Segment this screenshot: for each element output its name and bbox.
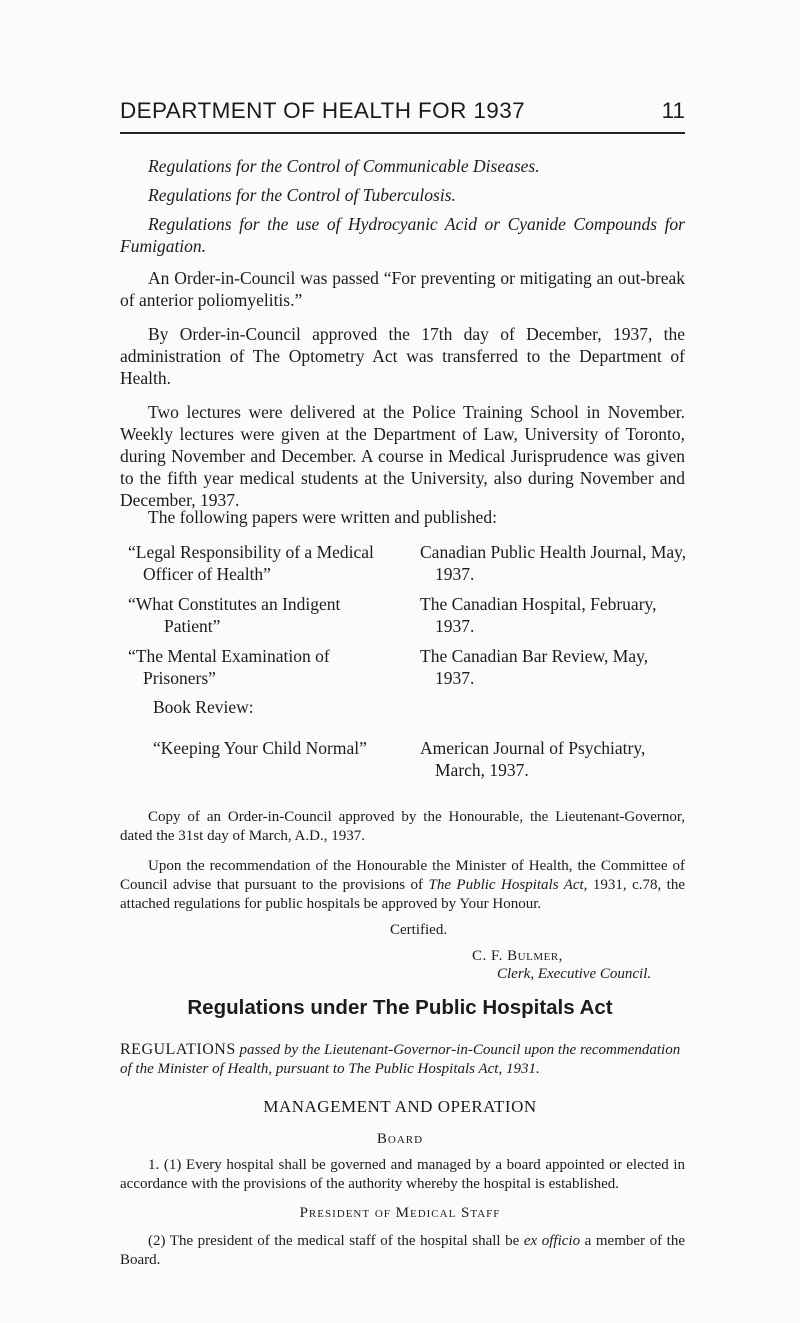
page-header xyxy=(120,98,685,134)
regulation-item: Regulations for the Control of Communicable Diseases. xyxy=(148,156,540,176)
book-review-publication-line: American Journal of Psychiatry, xyxy=(420,738,646,758)
regulation-item: Regulations for the Control of Tuberculosis. xyxy=(148,185,456,205)
paper-publication-line: The Canadian Bar Review, May, xyxy=(420,646,649,666)
paper-title-line: Officer of Health” xyxy=(143,564,271,584)
regulation-paragraph-1: 1. (1) Every hospital shall be governed and managed by a board appointed or elected in accordance with the provisions of the authority whereby the hospital is established. xyxy=(120,1157,685,1192)
book-review-title xyxy=(153,737,418,759)
signer-name: C. F. Bulmer, xyxy=(472,948,563,964)
president-heading: President of Medical Staff xyxy=(299,1205,501,1221)
paper-publication-line: 1937. xyxy=(435,668,475,688)
board-heading: Board xyxy=(376,1131,424,1147)
book-review-publication xyxy=(420,737,710,781)
paper-publication-line: Canadian Public Health Journal, May, xyxy=(420,542,687,562)
paper-publication xyxy=(420,541,710,585)
latin-term: ex officio xyxy=(523,1233,581,1249)
regulation-paragraph-2 xyxy=(120,1232,685,1270)
paper-publication-line: 1937. xyxy=(435,616,475,636)
order-recommendation-text: Upon the recommendation of the Honourable the Minister of Health, the Committee of Council advise that pursuant to the provisions of xyxy=(120,858,685,893)
paper-title-line: Patient” xyxy=(164,616,221,636)
signer-title: Clerk, Executive Council. xyxy=(497,966,652,982)
paragraph-lectures: Two lectures were delivered at the Police Training School in November. Weekly lectures were given at the Department of Law, University of Toronto, during November and December. A course in Medical Jurisprudence was given to the fifth year medical students at the University, also during November and December, 1937. xyxy=(120,402,685,510)
paper-title-line: “What Constitutes an Indigent xyxy=(128,594,341,614)
regulation-paragraph-2-text: a member of the Board. xyxy=(120,1233,685,1268)
page-number: 11 xyxy=(661,98,685,123)
book-review-publication-line: March, 1937. xyxy=(435,760,529,780)
order-copy-statement: Copy of an Order-in-Council approved by the Honourable, the Lieutenant-Governor, dated the 31st day of March, A.D., 1937. xyxy=(120,809,685,844)
paragraph-optometry-act: By Order-in-Council approved the 17th day of December, 1937, the administration of The Optometry Act was transferred to the Department of Health. xyxy=(120,324,685,388)
paper-title xyxy=(128,541,418,585)
regulations-intro-text: passed by the Lieutenant-Governor-in-Council upon the recommendation of the Minister of Health, pursuant to The Public Hospitals Act, 1931. xyxy=(120,1042,681,1077)
order-recommendation-text: 1931, c.78, the attached regulations for public hospitals be approved by Your Honour. xyxy=(120,877,685,912)
book-review-label: Book Review: xyxy=(153,697,254,717)
regulation-item: Regulations for the use of Hydrocyanic Acid or Cyanide Compounds for Fumigation. xyxy=(120,214,685,256)
header-title: DEPARTMENT OF HEALTH FOR 1937 xyxy=(120,98,526,123)
regulations-intro xyxy=(120,1040,685,1079)
regulations-title: Regulations under The Public Hospitals Act xyxy=(187,996,613,1019)
certified-label: Certified. xyxy=(390,922,448,938)
section-heading: MANAGEMENT AND OPERATION xyxy=(263,1097,537,1116)
paper-publication-line: The Canadian Hospital, February, xyxy=(420,594,657,614)
paper-title-line: Prisoners” xyxy=(143,668,216,688)
paper-publication xyxy=(420,645,710,689)
act-name: The Public Hospitals Act, xyxy=(428,877,588,893)
paragraph-poliomyelitis: An Order-in-Council was passed “For preventing or mitigating an out-break of anterior poliomyelitis.” xyxy=(120,268,685,310)
paper-title xyxy=(128,645,418,689)
book-review-title-line: “Keeping Your Child Normal” xyxy=(153,738,367,758)
regulation-paragraph-2-text: (2) The president of the medical staff of the hospital shall be xyxy=(148,1233,524,1249)
paper-title-line: “The Mental Examination of xyxy=(128,646,330,666)
paper-publication xyxy=(420,593,710,637)
paper-publication-line: 1937. xyxy=(435,564,475,584)
order-recommendation xyxy=(120,857,685,914)
paper-title-line: “Legal Responsibility of a Medical xyxy=(128,542,374,562)
regulations-intro-caps: REGULATIONS xyxy=(120,1041,236,1058)
paragraph-papers-intro: The following papers were written and published: xyxy=(148,507,497,527)
paper-title xyxy=(128,593,418,637)
